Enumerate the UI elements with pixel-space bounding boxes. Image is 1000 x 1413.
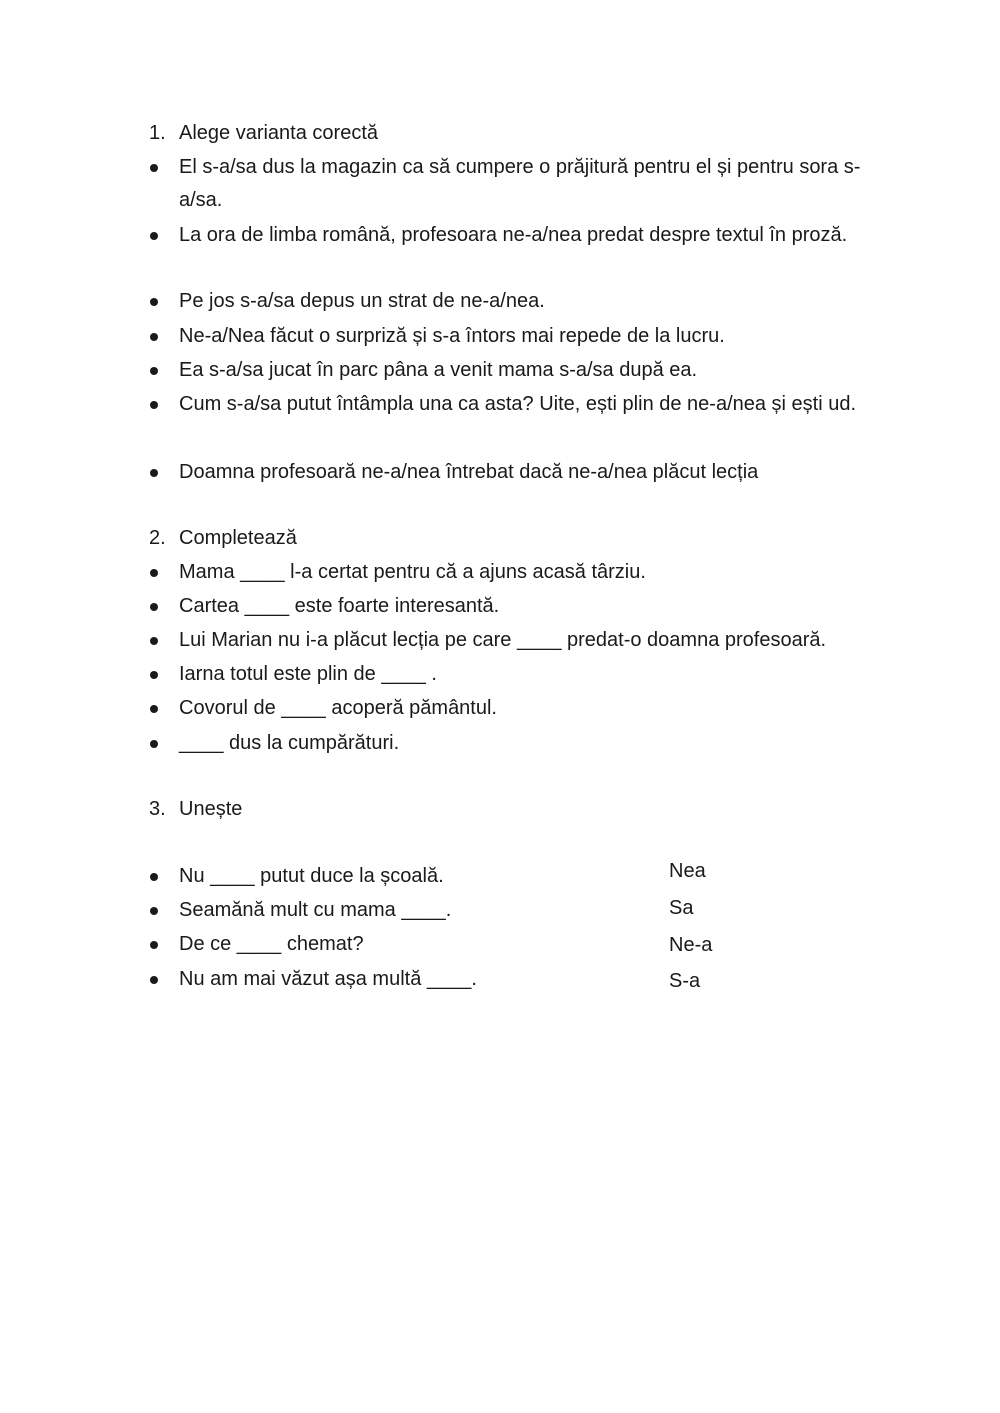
bullet-icon xyxy=(150,740,158,748)
bullet-icon xyxy=(150,705,158,713)
bullet-icon xyxy=(150,941,158,949)
match-option: S-a xyxy=(669,970,701,992)
section1-item: Doamna profesoară ne-a/nea întrebat dacă ne-a/nea plăcut lecția xyxy=(179,461,759,483)
bullet-icon xyxy=(150,232,158,240)
section2-number: 2. xyxy=(149,527,166,549)
section1-item: La ora de limba română, profesoara ne-a/nea predat despre textul în proză. xyxy=(179,224,848,246)
section1-item: El s-a/sa dus la magazin ca să cumpere o prăjitură pentru el și pentru sora s-a/sa. xyxy=(179,156,861,211)
bullet-icon xyxy=(150,164,158,172)
bullet-icon xyxy=(150,401,158,409)
section2-item: Mama ____ l-a certat pentru că a ajuns acasă târziu. xyxy=(179,561,646,583)
bullet-icon xyxy=(150,976,158,984)
section3-title: Unește xyxy=(179,798,243,820)
section2-item: Lui Marian nu i-a plăcut lecția pe care ____ predat-o doamna profesoară. xyxy=(179,629,827,651)
section1-item: Ea s-a/sa jucat în parc pâna a venit mama s-a/sa după ea. xyxy=(179,359,698,381)
section2-item: Iarna totul este plin de ____ . xyxy=(179,663,437,685)
section1-item: Cum s-a/sa putut întâmpla una ca asta? Uite, ești plin de ne-a/nea și ești ud. xyxy=(179,393,857,415)
section2-item: Covorul de ____ acoperă pământul. xyxy=(179,697,497,719)
bullet-icon xyxy=(150,298,158,306)
bullet-icon xyxy=(150,873,158,881)
bullet-icon xyxy=(150,637,158,645)
section2-item: ____ dus la cumpărături. xyxy=(179,732,400,754)
section2-title: Completează xyxy=(179,527,297,549)
section1-number: 1. xyxy=(149,122,166,144)
match-option: Sa xyxy=(669,897,694,919)
bullet-icon xyxy=(150,907,158,915)
bullet-icon xyxy=(150,569,158,577)
bullet-icon xyxy=(150,367,158,375)
section3-item: De ce ____ chemat? xyxy=(179,933,364,955)
section3-number: 3. xyxy=(149,798,166,820)
section3-item: Seamănă mult cu mama ____. xyxy=(179,899,452,921)
match-option: Ne-a xyxy=(669,934,713,956)
section1-item: Pe jos s-a/sa depus un strat de ne-a/nea. xyxy=(179,290,545,312)
match-option: Nea xyxy=(669,860,706,882)
section2-item: Cartea ____ este foarte interesantă. xyxy=(179,595,500,617)
bullet-icon xyxy=(150,469,158,477)
section1-item: Ne-a/Nea făcut o surpriză și s-a întors mai repede de la lucru. xyxy=(179,325,725,347)
section3-item: Nu ____ putut duce la școală. xyxy=(179,865,444,887)
bullet-icon xyxy=(150,333,158,341)
bullet-icon xyxy=(150,671,158,679)
section3-item: Nu am mai văzut așa multă ____. xyxy=(179,968,477,990)
section1-title: Alege varianta corectă xyxy=(179,122,379,144)
bullet-icon xyxy=(150,603,158,611)
